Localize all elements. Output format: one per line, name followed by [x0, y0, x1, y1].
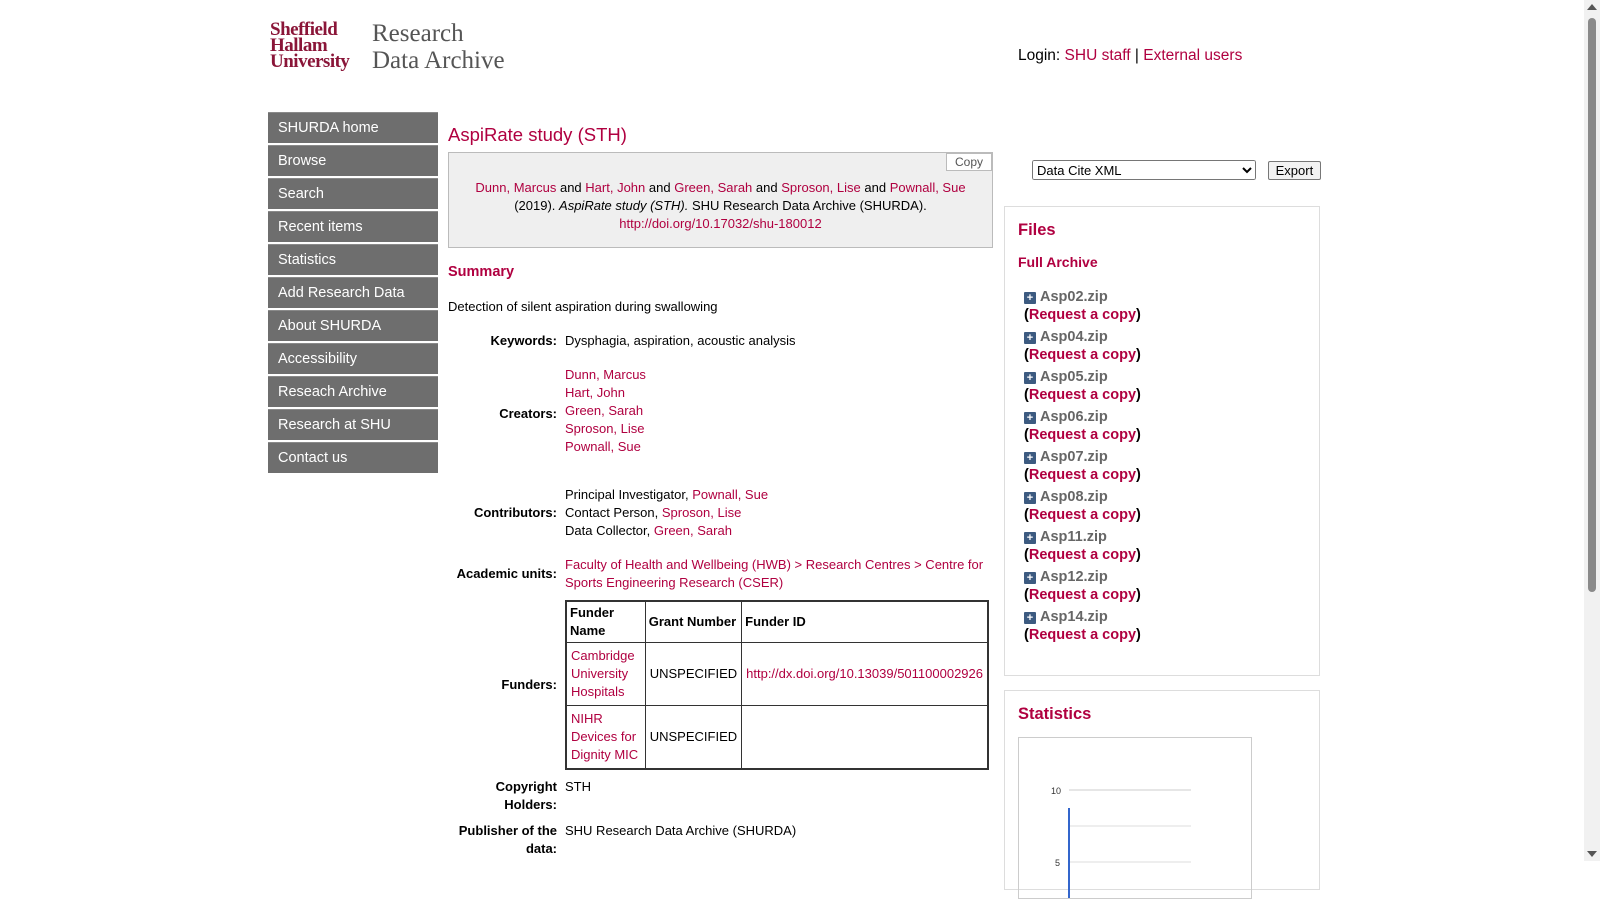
request-copy-link[interactable]: Request a copy — [1028, 467, 1137, 483]
login-label: Login: — [1018, 47, 1061, 64]
scroll-down-arrow-icon[interactable] — [1587, 851, 1597, 857]
creator-link[interactable]: Hart, John — [565, 385, 625, 400]
contributor-link[interactable]: Sproson, Lise — [661, 505, 742, 520]
nav-item-shurda-home[interactable]: SHURDA home — [268, 112, 438, 143]
table-row — [566, 706, 988, 770]
creator-link[interactable]: Green, Sarah — [565, 403, 644, 418]
creator-link[interactable]: Pownall, Sue — [565, 439, 641, 454]
citation-author-link[interactable]: Sproson, Lise — [781, 180, 861, 195]
page-scrollbar[interactable] — [1584, 0, 1600, 861]
keywords-value: Dysphagia, aspiration, acoustic analysis — [565, 333, 796, 348]
request-copy-link[interactable]: Request a copy — [1028, 507, 1137, 523]
citation-author-link[interactable]: Pownall, Sue — [889, 180, 966, 195]
list-item: + Asp02.zip (Request a copy) — [1024, 289, 1141, 323]
request-copy-link[interactable]: Request a copy — [1028, 427, 1137, 443]
funders-header-grant: Grant Number — [645, 601, 741, 643]
funder-id — [742, 706, 988, 770]
funders-label: Funders: — [501, 677, 557, 692]
file-name[interactable]: Asp07.zip — [1040, 449, 1108, 465]
statistics-chart — [1018, 737, 1252, 899]
contributor-link[interactable]: Pownall, Sue — [692, 487, 769, 502]
sidebar-nav — [268, 112, 438, 475]
request-copy-link[interactable]: Request a copy — [1028, 307, 1137, 323]
contributor-role: Principal Investigator — [565, 487, 685, 502]
file-name[interactable]: Asp08.zip — [1040, 489, 1108, 505]
copyright-label: Copyright Holders: — [495, 779, 557, 812]
login-shu-staff-link[interactable]: SHU staff — [1064, 47, 1131, 64]
file-name[interactable]: Asp11.zip — [1040, 529, 1107, 545]
list-item: + Asp08.zip (Request a copy) — [1024, 489, 1141, 523]
nav-item-statistics[interactable]: Statistics — [268, 244, 438, 275]
academic-units-link[interactable]: Faculty of Health and Wellbeing (HWB) > Research Centres > Centre for Sports Engineering Research (CSER) — [565, 557, 984, 590]
list-item: + Asp06.zip (Request a copy) — [1024, 409, 1141, 443]
metadata-table — [448, 328, 993, 862]
login-separator: | — [1134, 47, 1139, 64]
file-name[interactable]: Asp04.zip — [1040, 329, 1108, 345]
expand-plus-icon[interactable]: + — [1024, 372, 1036, 384]
login-bar — [1018, 47, 1242, 65]
file-name[interactable]: Asp02.zip — [1040, 289, 1108, 305]
citation-and: and — [648, 180, 671, 195]
copy-citation-button[interactable]: Copy — [946, 153, 992, 171]
logo-archive-text: Research Data Archive — [372, 20, 505, 74]
statistics-chart-svg — [1019, 738, 1251, 898]
table-row — [566, 643, 988, 706]
funders-table — [565, 600, 989, 770]
nav-item-about-shurda[interactable]: About SHURDA — [268, 310, 438, 341]
funder-id-link[interactable]: http://dx.doi.org/10.13039/501100002926 — [746, 666, 983, 681]
metadata-row-keywords — [448, 328, 993, 354]
shu-logo[interactable] — [270, 20, 510, 74]
file-name[interactable]: Asp12.zip — [1040, 569, 1108, 585]
contributors-label: Contributors: — [473, 505, 557, 520]
creators-label: Creators: — [499, 406, 557, 421]
statistics-panel — [1004, 690, 1320, 890]
nav-item-browse[interactable]: Browse — [268, 145, 438, 176]
metadata-row-funders — [448, 596, 993, 774]
expand-plus-icon[interactable]: + — [1024, 612, 1036, 624]
citation-publisher: SHU Research Data Archive (SHURDA). — [691, 198, 927, 213]
citation-author-link[interactable]: Hart, John — [585, 180, 646, 195]
citation-and: and — [559, 180, 582, 195]
funders-header-name: Funder Name — [566, 601, 645, 643]
creator-link[interactable]: Sproson, Lise — [565, 421, 645, 436]
metadata-row-publisher — [448, 818, 993, 862]
publisher-label: Publisher of the data: — [458, 823, 557, 856]
nav-item-recent-items[interactable]: Recent items — [268, 211, 438, 242]
logo-university-text: Sheffield Hallam University — [270, 19, 350, 72]
main-content — [448, 120, 993, 862]
contributor-role: Data Collector — [565, 523, 647, 538]
chart-ytick-label: 5 — [1055, 858, 1061, 868]
expand-plus-icon[interactable]: + — [1024, 292, 1036, 304]
scroll-thumb[interactable] — [1588, 18, 1596, 592]
abstract-text: Detection of silent aspiration during swallowing — [448, 299, 718, 314]
expand-plus-icon[interactable]: + — [1024, 332, 1036, 344]
expand-plus-icon[interactable]: + — [1024, 412, 1036, 424]
statistics-heading: Statistics — [1018, 705, 1092, 723]
request-copy-link[interactable]: Request a copy — [1028, 587, 1137, 603]
citation-box — [448, 152, 993, 248]
request-copy-link[interactable]: Request a copy — [1028, 627, 1137, 643]
page-title: AspiRate study (STH) — [448, 124, 627, 145]
request-copy-link[interactable]: Request a copy — [1028, 347, 1137, 363]
files-heading: Files — [1018, 221, 1056, 239]
citation-author-link[interactable]: Dunn, Marcus — [475, 180, 557, 195]
nav-item-contact-us[interactable]: Contact us — [268, 442, 438, 473]
expand-plus-icon[interactable]: + — [1024, 452, 1036, 464]
summary-heading: Summary — [448, 264, 515, 280]
metadata-row-contributors: Contributors: Principal Investigator, Pownall, Sue Contact Person, Sproson, Lise Data Collector, Green, Sarah — [448, 474, 993, 552]
citation-doi-link[interactable]: http://doi.org/10.17032/shu-180012 — [619, 216, 822, 231]
nav-item-research-at-shu[interactable]: Research at SHU — [268, 409, 438, 440]
nav-item-add-research-data[interactable]: Add Research Data — [268, 277, 438, 308]
creator-link[interactable]: Dunn, Marcus — [565, 367, 646, 382]
expand-plus-icon[interactable]: + — [1024, 492, 1036, 504]
file-name[interactable]: Asp14.zip — [1040, 609, 1108, 625]
list-item: + Asp12.zip (Request a copy) — [1024, 569, 1141, 603]
export-bar — [1032, 160, 1321, 180]
file-name[interactable]: Asp05.zip — [1040, 369, 1108, 385]
list-item: + Asp07.zip (Request a copy) — [1024, 449, 1141, 483]
nav-item-accessibility[interactable]: Accessibility — [268, 343, 438, 374]
full-archive-link[interactable]: Full Archive — [1018, 254, 1098, 270]
contributor-role: Contact Person — [565, 505, 655, 520]
citation-title: AspiRate study (STH). — [559, 198, 689, 213]
publisher-value: SHU Research Data Archive (SHURDA) — [565, 823, 797, 838]
copyright-value: STH — [565, 779, 591, 794]
request-copy-link[interactable]: Request a copy — [1028, 387, 1137, 403]
keywords-label: Keywords: — [490, 333, 557, 348]
academic-units-label: Academic units: — [456, 566, 557, 581]
metadata-row-academic-units — [448, 552, 993, 596]
nav-item-search[interactable]: Search — [268, 178, 438, 209]
export-button[interactable]: Export — [1268, 161, 1322, 180]
files-panel — [1004, 206, 1320, 676]
contributor-link[interactable]: Green, Sarah — [653, 523, 732, 538]
metadata-row-creators — [448, 354, 993, 474]
scroll-up-arrow-icon[interactable] — [1587, 4, 1597, 10]
login-external-users-link[interactable]: External users — [1143, 47, 1243, 64]
list-item: + Asp11.zip (Request a copy) — [1024, 529, 1141, 563]
file-name[interactable]: Asp06.zip — [1040, 409, 1108, 425]
file-list — [1018, 288, 1306, 644]
chart-ytick-label: 10 — [1051, 786, 1062, 796]
citation-and: and — [864, 180, 887, 195]
list-item: + Asp05.zip (Request a copy) — [1024, 369, 1141, 403]
metadata-row-copyright — [448, 774, 993, 818]
funders-header-id: Funder ID — [742, 601, 988, 643]
citation-and: and — [755, 180, 778, 195]
request-copy-link[interactable]: Request a copy — [1028, 547, 1137, 563]
funder-name-link[interactable]: NIHR Devices for Dignity MIC — [571, 711, 639, 762]
nav-item-research-archive[interactable]: Reseach Archive — [268, 376, 438, 407]
citation-author-link[interactable]: Green, Sarah — [674, 180, 753, 195]
list-item: + Asp04.zip (Request a copy) — [1024, 329, 1141, 363]
list-item: + Asp14.zip (Request a copy) — [1024, 609, 1141, 643]
funder-name-link[interactable]: Cambridge University Hospitals — [571, 648, 635, 699]
funder-grant: UNSPECIFIED — [645, 643, 741, 706]
export-format-select[interactable] — [1032, 160, 1256, 180]
expand-plus-icon[interactable]: + — [1024, 572, 1036, 584]
expand-plus-icon[interactable]: + — [1024, 532, 1036, 544]
funder-grant: UNSPECIFIED — [645, 706, 741, 770]
citation-year: (2019). — [514, 198, 556, 213]
